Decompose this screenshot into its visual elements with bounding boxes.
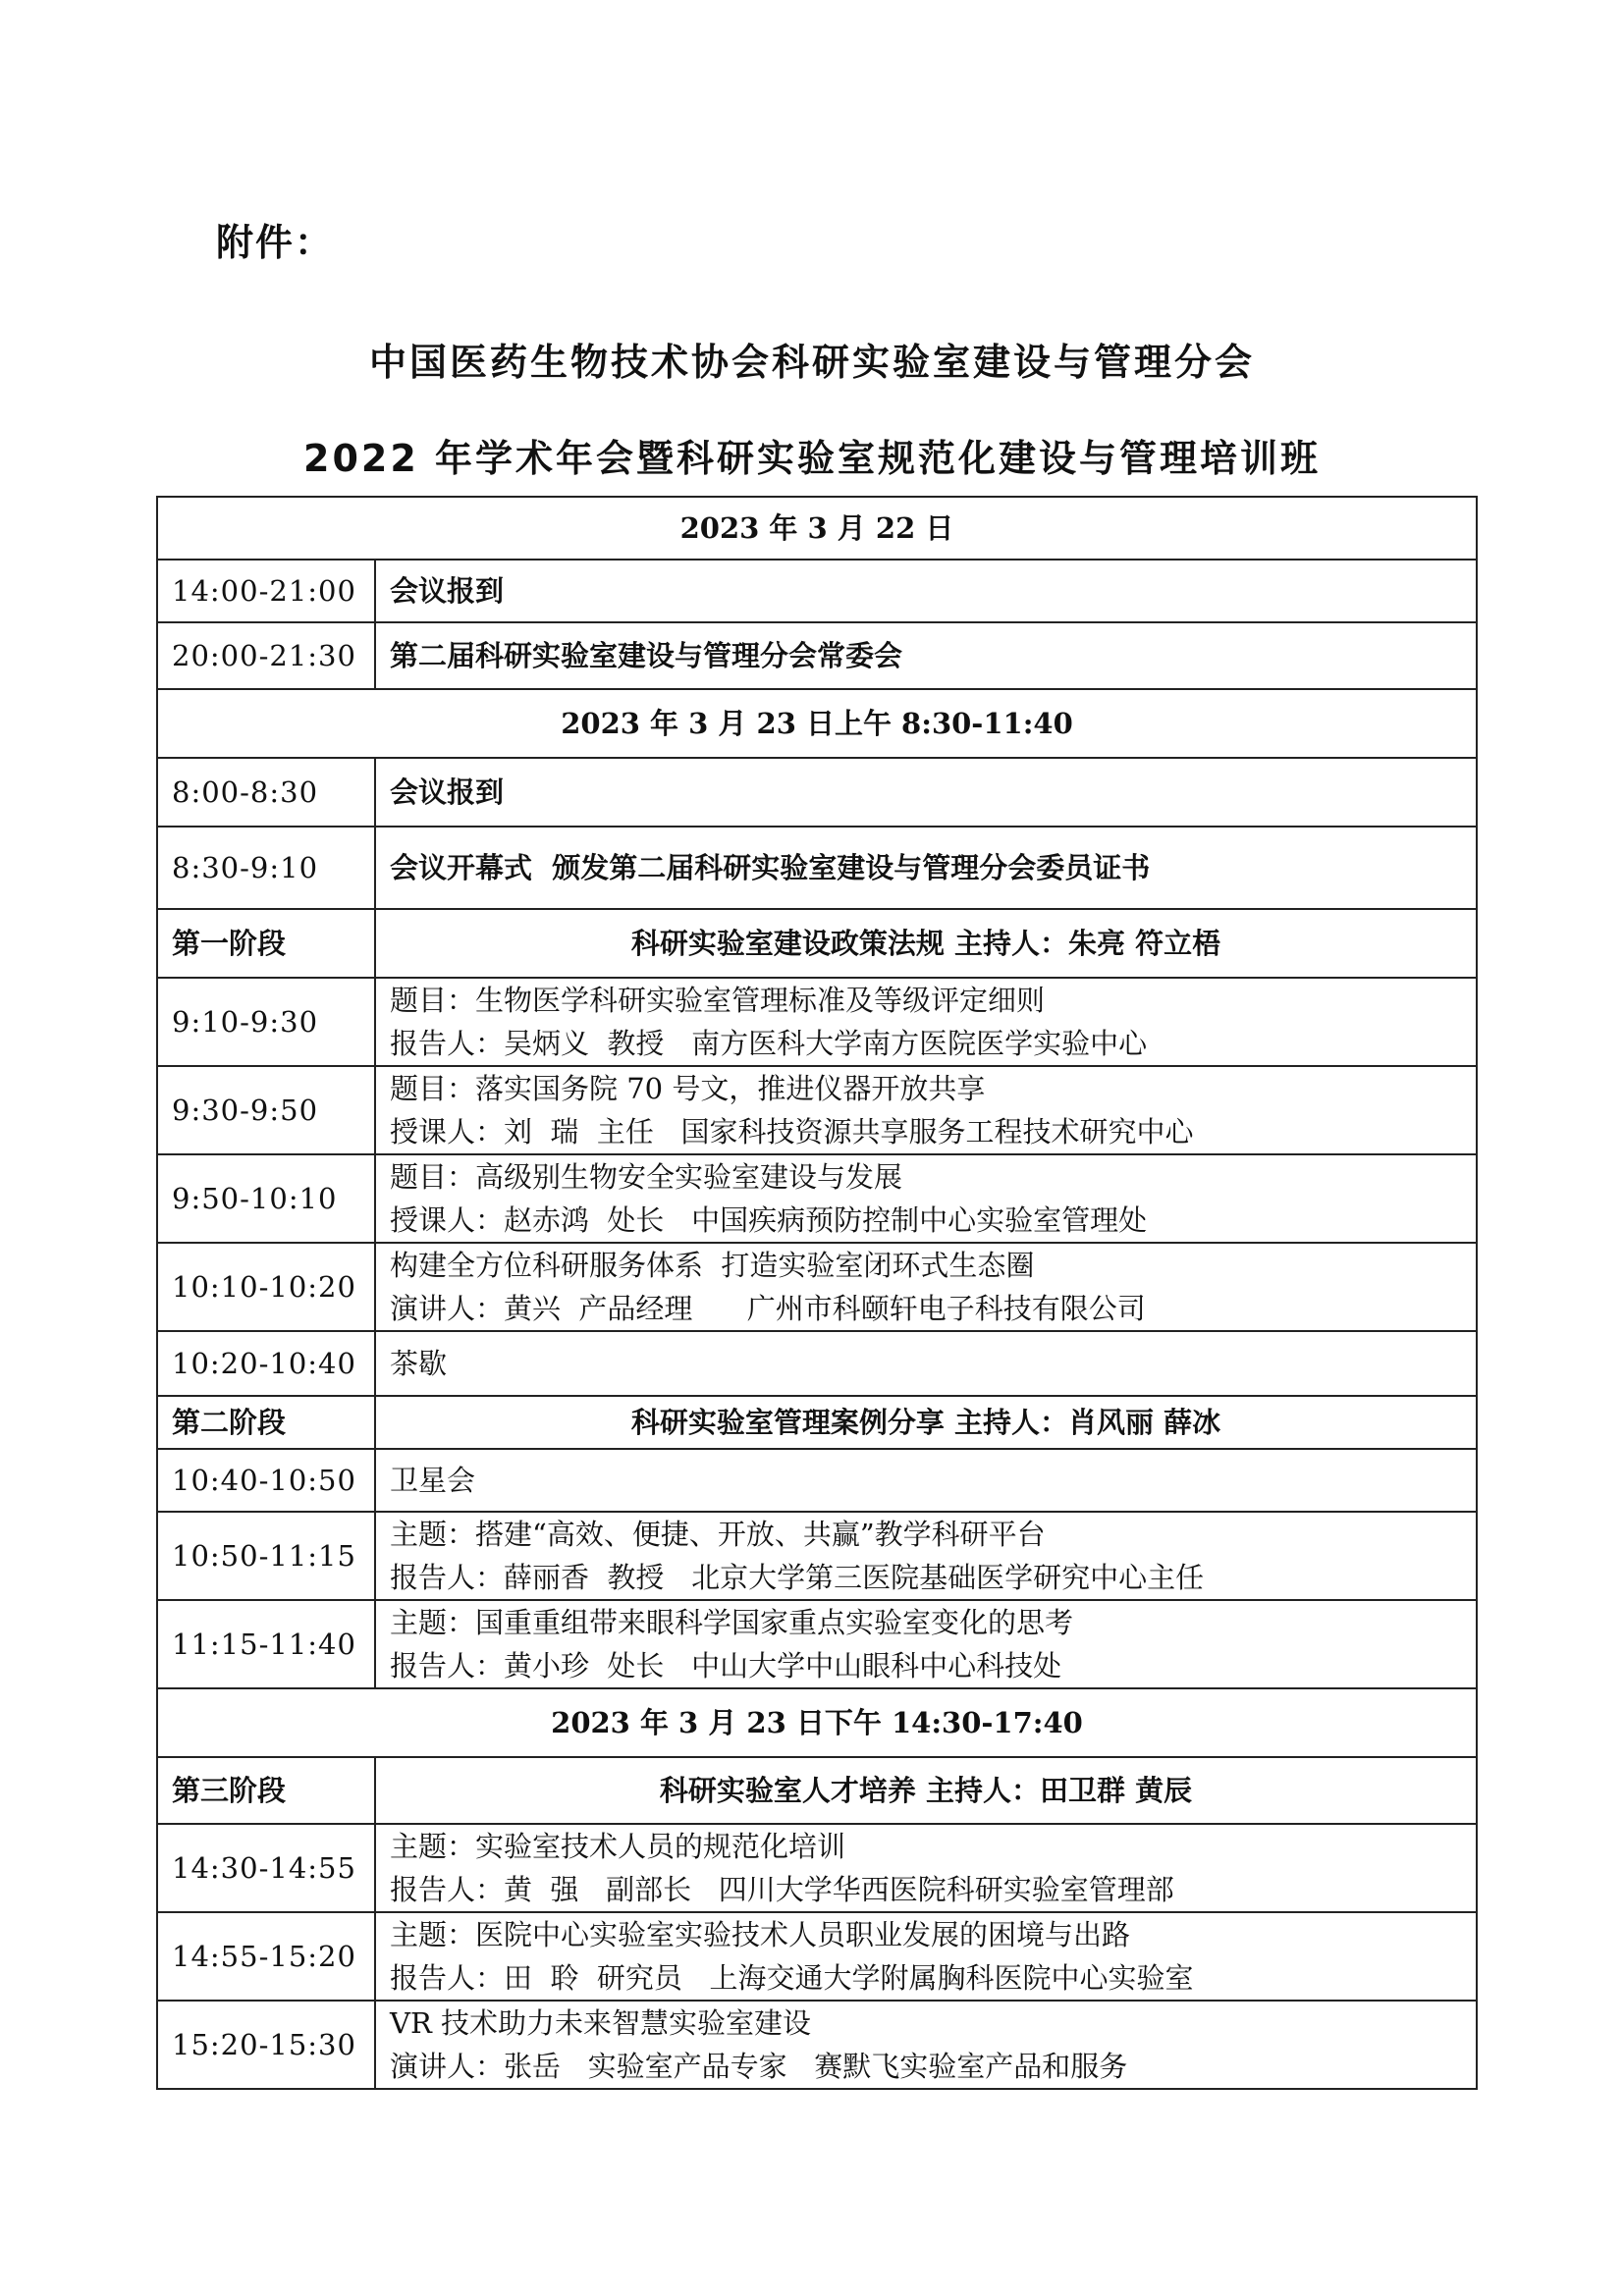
- time-slot: 9:50-10:10: [157, 1154, 375, 1243]
- time-slot: 20:00-21:30: [157, 622, 375, 689]
- schedule-row: [157, 758, 1477, 827]
- stage-title: 科研实验室管理案例分享 主持人：肖风丽 薛冰: [375, 1396, 1477, 1449]
- time-slot: 10:50-11:15: [157, 1512, 375, 1600]
- session-line: 卫星会: [390, 1464, 476, 1497]
- schedule-row: [157, 622, 1477, 689]
- session-line: 报告人：吴炳义 教授 南方医科大学南方医院医学实验中心: [390, 1027, 1148, 1060]
- stage-label: 第二阶段: [157, 1396, 375, 1449]
- session-line: 演讲人：张岳 实验室产品专家 赛默飞实验室产品和服务: [390, 2050, 1128, 2083]
- session-content: [375, 1824, 1477, 1912]
- stage-title: 科研实验室人才培养 主持人：田卫群 黄辰: [375, 1757, 1477, 1824]
- time-slot: 14:00-21:00: [157, 560, 375, 622]
- session-line: 授课人：赵赤鸿 处长 中国疾病预防控制中心实验室管理处: [390, 1203, 1148, 1237]
- session-line: 会议报到: [390, 775, 505, 809]
- session-line: 报告人：黄小珍 处长 中山大学中山眼科中心科技处: [390, 1649, 1062, 1682]
- date-header: 2023 年 3 月 23 日下午 14:30-17:40: [157, 1688, 1477, 1757]
- schedule-row: [157, 1396, 1477, 1449]
- stage-title: 科研实验室建设政策法规 主持人：朱亮 符立梧: [375, 909, 1477, 978]
- time-slot: 15:20-15:30: [157, 2001, 375, 2089]
- session-line: 报告人：田 聆 研究员 上海交通大学附属胸科医院中心实验室: [390, 1961, 1194, 1995]
- session-line: 会议开幕式 颁发第二届科研实验室建设与管理分会委员证书: [390, 851, 1151, 884]
- schedule-row: [157, 909, 1477, 978]
- session-content: [375, 1066, 1477, 1154]
- time-slot: 10:40-10:50: [157, 1449, 375, 1512]
- session-line: 主题：国重重组带来眼科学国家重点实验室变化的思考: [390, 1606, 1074, 1639]
- schedule-row: [157, 2001, 1477, 2089]
- schedule-row: [157, 1066, 1477, 1154]
- session-content: [375, 978, 1477, 1066]
- stage-label: 第三阶段: [157, 1757, 375, 1824]
- session-content: [375, 560, 1477, 622]
- attachment-label: 附件：: [216, 221, 335, 264]
- session-line: 题目：生物医学科研实验室管理标准及等级评定细则: [390, 984, 1046, 1017]
- document-title-line2: 2022 年学术年会暨科研实验室规范化建设与管理培训班: [303, 437, 1321, 480]
- date-header: 2023 年 3 月 22 日: [157, 497, 1477, 560]
- schedule-row: [157, 497, 1477, 560]
- schedule-row: [157, 1154, 1477, 1243]
- session-line: 题目：落实国务院 70 号文，推进仪器开放共享: [390, 1072, 986, 1105]
- time-slot: 9:10-9:30: [157, 978, 375, 1066]
- session-line: 授课人：刘 瑞 主任 国家科技资源共享服务工程技术研究中心: [390, 1115, 1194, 1148]
- session-line: 演讲人：黄兴 产品经理 广州市科颐轩电子科技有限公司: [390, 1292, 1146, 1325]
- schedule-row: [157, 1243, 1477, 1331]
- schedule-row: [157, 560, 1477, 622]
- time-slot: 9:30-9:50: [157, 1066, 375, 1154]
- session-line: 会议报到: [390, 574, 505, 608]
- session-content: [375, 1449, 1477, 1512]
- stage-label: 第一阶段: [157, 909, 375, 978]
- schedule-row: [157, 978, 1477, 1066]
- time-slot: 14:55-15:20: [157, 1912, 375, 2001]
- time-slot: 14:30-14:55: [157, 1824, 375, 1912]
- schedule-table: [156, 496, 1478, 2090]
- schedule-row: [157, 1824, 1477, 1912]
- session-content: [375, 2001, 1477, 2089]
- session-line: 报告人：黄 强 副部长 四川大学华西医院科研实验室管理部: [390, 1873, 1174, 1906]
- session-content: [375, 1912, 1477, 2001]
- session-content: [375, 1154, 1477, 1243]
- time-slot: 10:10-10:20: [157, 1243, 375, 1331]
- session-line: VR 技术助力未来智慧实验室建设: [390, 2006, 811, 2040]
- schedule-row: [157, 1757, 1477, 1824]
- session-line: 茶歇: [390, 1347, 448, 1380]
- time-slot: 8:00-8:30: [157, 758, 375, 827]
- session-line: 主题：实验室技术人员的规范化培训: [390, 1830, 846, 1863]
- time-slot: 10:20-10:40: [157, 1331, 375, 1396]
- session-line: 题目：高级别生物安全实验室建设与发展: [390, 1160, 903, 1194]
- session-line: 构建全方位科研服务体系 打造实验室闭环式生态圈: [390, 1249, 1035, 1282]
- session-content: [375, 827, 1477, 909]
- schedule-row: [157, 689, 1477, 758]
- session-content: [375, 1512, 1477, 1600]
- schedule-row: [157, 1449, 1477, 1512]
- schedule-row: [157, 1512, 1477, 1600]
- time-slot: 8:30-9:10: [157, 827, 375, 909]
- document-title-line1: 中国医药生物技术协会科研实验室建设与管理分会: [368, 341, 1255, 384]
- session-line: 第二届科研实验室建设与管理分会常委会: [390, 639, 903, 672]
- date-header: 2023 年 3 月 23 日上午 8:30-11:40: [157, 689, 1477, 758]
- session-content: [375, 1600, 1477, 1688]
- schedule-row: [157, 1600, 1477, 1688]
- session-line: 主题：搭建“高效、便捷、开放、共赢”教学科研平台: [390, 1518, 1046, 1551]
- schedule-row: [157, 827, 1477, 909]
- session-content: [375, 622, 1477, 689]
- schedule-row: [157, 1331, 1477, 1396]
- schedule-row: [157, 1912, 1477, 2001]
- session-line: 报告人：薛丽香 教授 北京大学第三医院基础医学研究中心主任: [390, 1561, 1205, 1594]
- session-content: [375, 758, 1477, 827]
- session-line: 主题：医院中心实验室实验技术人员职业发展的困境与出路: [390, 1918, 1131, 1951]
- schedule-row: [157, 1688, 1477, 1757]
- session-content: [375, 1331, 1477, 1396]
- session-content: [375, 1243, 1477, 1331]
- time-slot: 11:15-11:40: [157, 1600, 375, 1688]
